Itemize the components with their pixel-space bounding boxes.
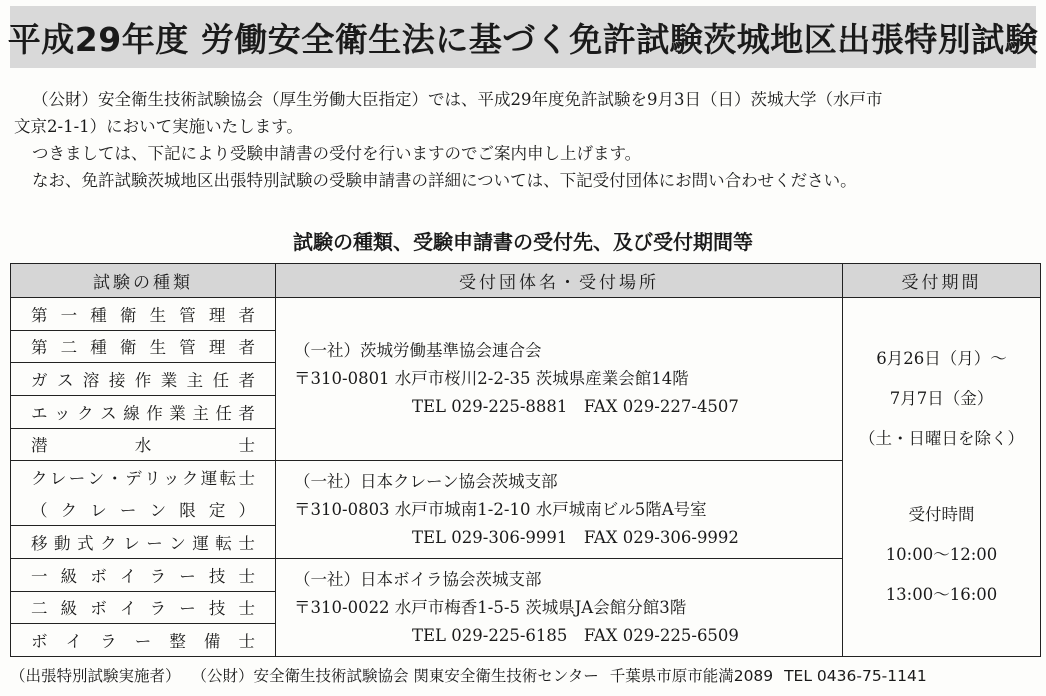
exam-name <box>31 465 255 489</box>
header-exam-type: 試験の種類 <box>11 264 276 298</box>
exam-name-char: エ <box>31 403 48 423</box>
exam-name-char: 者 <box>238 371 255 391</box>
exam-name-char: レ <box>49 469 67 489</box>
exam-name-char: イ <box>119 566 137 586</box>
exam-name-char: 生 <box>149 305 167 325</box>
exam-name-char: 整 <box>169 632 186 652</box>
exam-name-char: ク <box>100 534 117 554</box>
organization-cell <box>276 559 843 657</box>
hours-morning: 10:00～12:00 <box>885 545 998 564</box>
exam-name-char: 級 <box>60 599 78 619</box>
exam-name-char: ク <box>181 469 199 489</box>
footer-address: 千葉県市原市能満2089 <box>609 667 774 685</box>
exam-name <box>31 628 255 652</box>
exam-name-char: 理 <box>208 338 226 358</box>
exam-name-char: 種 <box>90 305 107 325</box>
exam-name-char: ガ <box>31 371 48 391</box>
exam-name-char: 管 <box>179 305 196 325</box>
section-heading: 試験の種類、受験申請書の受付先、及び受付期間等 <box>293 230 753 254</box>
exam-name-char: 士 <box>238 469 255 489</box>
exam-name-char: 溶 <box>82 371 100 391</box>
exam-name-char: 主 <box>192 403 209 423</box>
exam-name-char: ス <box>100 403 117 423</box>
exam-cell <box>11 493 276 526</box>
exam-name-char: 動 <box>54 534 71 554</box>
period-gap <box>843 459 1040 495</box>
exam-name-char: ン <box>169 534 186 554</box>
exam-table <box>10 263 1041 657</box>
exam-name-char: 者 <box>238 403 255 423</box>
exam-name-char: 理 <box>208 305 226 325</box>
exam-name-char: 級 <box>60 566 78 586</box>
exam-name-char: ー <box>179 599 196 619</box>
exam-name-char: ッ <box>163 469 180 489</box>
exam-name-char: 定 <box>208 501 226 521</box>
exam-name-char: 備 <box>203 632 221 652</box>
intro-line-2: 文京2-1-1）において実施いたします。 <box>14 117 303 136</box>
exam-name-char: ー <box>146 534 163 554</box>
exam-name <box>31 530 255 554</box>
exam-name-char: 技 <box>208 566 226 586</box>
exam-name-char: 衛 <box>119 305 137 325</box>
exam-cell <box>11 428 276 461</box>
footer <box>10 664 1040 686</box>
hours-label: 受付時間 <box>908 505 975 524</box>
exam-name-char: 者 <box>238 305 255 325</box>
title-banner <box>7 6 1039 68</box>
exam-name <box>31 563 255 587</box>
exam-name-char: 士 <box>238 534 255 554</box>
exam-name-char: 第 <box>31 338 48 358</box>
intro-text <box>14 86 1036 194</box>
exam-name-char: デ <box>125 469 142 489</box>
exam-name-char: ン <box>149 501 167 521</box>
organization-phone: TEL 029-306-9991 FAX 029-306-9992 <box>412 527 739 547</box>
exam-name-char: ） <box>238 501 255 521</box>
exam-name-char: レ <box>90 501 107 521</box>
exam-name-char: ー <box>119 501 137 521</box>
organization-address: 〒310-0803 水戸市城南1-2-10 水戸城南ビル5階A号室 <box>294 499 707 519</box>
exam-name-char: ボ <box>90 599 107 619</box>
exam-name-char: ー <box>179 566 196 586</box>
organization-phone: TEL 029-225-8881 FAX 029-227-4507 <box>412 397 739 417</box>
exam-name-char: 技 <box>208 599 226 619</box>
exam-name-char: 運 <box>192 534 209 554</box>
exam-name-char: 運 <box>200 469 218 489</box>
exam-name-char: 転 <box>219 469 237 489</box>
exam-name-char: 移 <box>31 534 48 554</box>
exam-name-char: ボ <box>31 632 48 652</box>
exam-name-char: ラ <box>149 599 167 619</box>
exam-name-char: ラ <box>100 632 117 652</box>
organization-cell <box>276 298 843 461</box>
exam-name-char: 業 <box>160 371 178 391</box>
exam-cell <box>11 330 276 363</box>
exam-name-char: ク <box>31 469 48 489</box>
exam-name-char: ・ <box>106 469 123 489</box>
exam-name-char: ー <box>134 632 152 652</box>
exam-name-char: イ <box>119 599 137 619</box>
exam-name-char: 作 <box>146 403 163 423</box>
exam-name-char: ス <box>56 371 74 391</box>
exam-name-char: 一 <box>31 566 48 586</box>
page-title: 平成29年度 労働安全衛生法に基づく免許試験茨城地区出張特別試験 <box>7 19 1039 59</box>
exam-name-char: （ <box>31 501 48 521</box>
organization-address: 〒310-0801 水戸市桜川2-2-35 茨城県産業会館14階 <box>294 369 689 389</box>
exam-name-char: 士 <box>238 599 255 619</box>
exam-name-char: 二 <box>31 599 48 619</box>
period-cell <box>843 298 1041 657</box>
exam-name-char: 第 <box>31 305 48 325</box>
table-header-row <box>11 264 1041 298</box>
exam-name-char: 式 <box>77 534 94 554</box>
period-end: 7月7日（金） <box>889 389 994 408</box>
exam-cell <box>11 363 276 396</box>
exam-name-char: 作 <box>134 371 152 391</box>
exam-name-char: ク <box>60 501 78 521</box>
exam-name-char: リ <box>144 469 161 489</box>
footer-label: （出張特別試験実施者） <box>10 667 181 685</box>
intro-line-3: つきましては、下記により受験申請書の受付を行いますのでご案内申し上げます。 <box>32 144 642 163</box>
exam-name-char: 主 <box>186 371 204 391</box>
exam-cell <box>11 591 276 624</box>
exam-name-char: 水 <box>134 436 152 456</box>
exam-name-char: 士 <box>238 632 255 652</box>
exam-name-char: 線 <box>123 403 140 423</box>
exam-name <box>31 367 255 391</box>
exam-name-char: 限 <box>179 501 196 521</box>
exam-name-char: ク <box>77 403 94 423</box>
exam-name-char: 接 <box>108 371 126 391</box>
exam-name-char: 士 <box>238 566 255 586</box>
organization-name: （一社）茨城労働基準協会連合会 <box>294 341 542 361</box>
exam-name-char: ラ <box>149 566 167 586</box>
exam-name-char: 潜 <box>31 436 48 456</box>
organization-phone: TEL 029-225-6185 FAX 029-225-6509 <box>412 625 739 645</box>
exam-name-char: 任 <box>215 403 232 423</box>
footer-phone: TEL 0436-75-1141 <box>784 667 927 685</box>
intro-line-1: （公財）安全衛生技術試験協会（厚生労働大臣指定）では、平成29年度免許試験を9月3日（日）茨城大学（水戸市 <box>32 90 883 109</box>
exam-cell <box>11 624 276 657</box>
intro-line-4: なお、免許試験茨城地区出張特別試験の受験申請書の詳細については、下記受付団体にお問い合わせください。 <box>32 171 857 190</box>
exam-name-char: 二 <box>60 338 78 358</box>
exam-name-char: 者 <box>238 338 255 358</box>
exam-name-char: ン <box>87 469 105 489</box>
exam-name-char: 任 <box>212 371 230 391</box>
exam-name <box>31 432 255 456</box>
exam-cell <box>11 526 276 559</box>
exam-name-char: レ <box>123 534 140 554</box>
exam-name-char: ッ <box>54 403 71 423</box>
period-start: 6月26日（月）～ <box>876 349 1007 368</box>
footer-organization: （公財）安全衛生技術試験協会 関東安全衛生技術センター <box>191 667 599 685</box>
exam-name-char: 種 <box>90 338 107 358</box>
organization-name: （一社）日本ボイラ協会茨城支部 <box>294 569 542 589</box>
exam-name-char: 士 <box>238 436 255 456</box>
header-organization: 受付団体名・受付場所 <box>276 264 843 298</box>
exam-cell <box>11 395 276 428</box>
exam-name <box>31 302 255 326</box>
exam-name <box>31 595 255 619</box>
exam-name-char: 衛 <box>119 338 137 358</box>
exam-name-char: 転 <box>215 534 232 554</box>
exam-name <box>31 497 255 521</box>
table-row <box>11 298 1041 331</box>
exam-name-char: 生 <box>149 338 167 358</box>
organization-cell <box>276 461 843 559</box>
exam-name-char: ボ <box>90 566 107 586</box>
organization-address: 〒310-0022 水戸市梅香1-5-5 茨城県JA会館分館3階 <box>294 597 687 617</box>
exam-name <box>31 400 255 424</box>
exam-name <box>31 334 255 358</box>
exam-cell <box>11 461 276 494</box>
exam-name-char: 一 <box>60 305 78 325</box>
exam-name-char: 管 <box>179 338 196 358</box>
exam-name-char: 業 <box>169 403 186 423</box>
exam-name-char: ー <box>68 469 86 489</box>
hours-afternoon: 13:00～16:00 <box>885 585 998 604</box>
exam-cell <box>11 559 276 592</box>
exam-name-char: イ <box>65 632 83 652</box>
organization-name: （一社）日本クレーン協会茨城支部 <box>294 471 558 491</box>
header-period: 受付期間 <box>843 264 1041 298</box>
period-note: （土・日曜日を除く） <box>859 429 1024 448</box>
exam-cell <box>11 298 276 331</box>
